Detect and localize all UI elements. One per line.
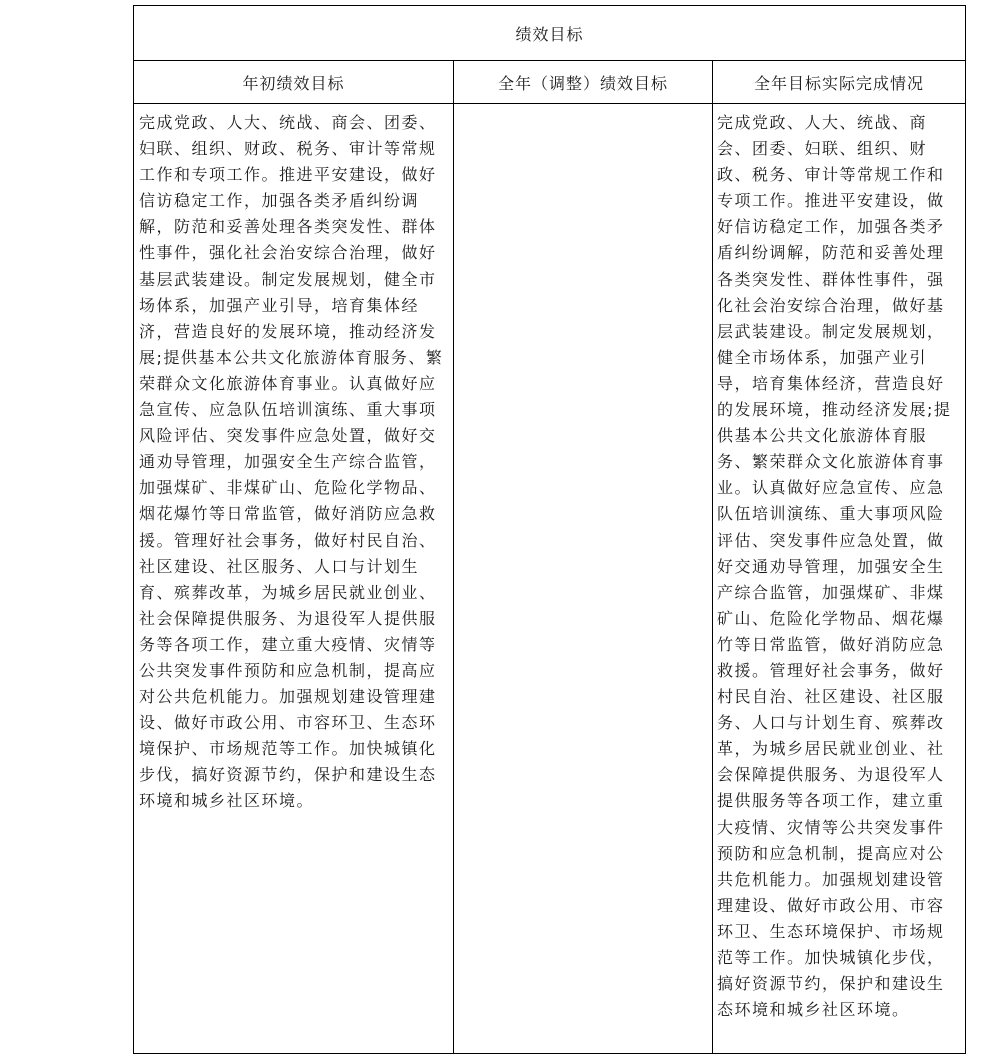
performance-goals-table	[133, 5, 966, 1054]
initial-goal-text: 完成党政、人大、统战、商会、团委、妇联、组织、财政、税务、审计等常规工作和专项工作。推进平安建设，做好信访稳定工作，加强各类矛盾纠纷调解，防范和妥善处理各类突发性、群体性事件，强化社会治安综合治理，做好基层武装建设。制定发展规划，健全市场体系，加强产业引导，培育集体经济，营造良好的发展环境，推动经济发展;提供基本公共文化旅游体育服务、繁荣群众文化旅游体育事业。认真做好应急宣传、应急队伍培训演练、重大事项风险评估、突发事件应急处置，做好交通劝导管理，加强安全生产综合监管，加强煤矿、非煤矿山、危险化学物品、烟花爆竹等日常监管，做好消防应急救援。管理好社会事务，做好村民自治、社区建设、社区服务、人口与计划生育、殡葬改革，为城乡居民就业创业、社会保障提供服务、为退役军人提供服务等各项工作，建立重大疫情、灾情等公共突发事件预防和应急机制，提高应对公共危机能力。加强规划建设管理建设、做好市政公用、市容环卫、生态环境保护、市场规范等工作。加快城镇化步伐，搞好资源节约，保护和建设生态环境和城乡社区环境。	[139, 113, 444, 811]
adjusted-goal-cell	[454, 104, 713, 1054]
actual-completion-text: 完成党政、人大、统战、商会、团委、妇联、组织、财政、税务、审计等常规工作和专项工作。推进平安建设，做好信访稳定工作，加强各类矛盾纠纷调解，防范和妥善处理各类突发性、群体性事件，强化社会治安综合治理，做好基层武装建设。制定发展规划，健全市场体系，加强产业引导，培育集体经济，营造良好的发展环境，推动经济发展;提供基本公共文化旅游体育服务、繁荣群众文化旅游体育事业。认真做好应急宣传、应急队伍培训演练、重大事项风险评估、突发事件应急处置，做好交通劝导管理，加强安全生产综合监管，加强煤矿、非煤矿山、危险化学物品、烟花爆竹等日常监管，做好消防应急救援。管理好社会事务，做好村民自治、社区建设、社区服务、人口与计划生育、殡葬改革，为城乡居民就业创业、社会保障提供服务、为退役军人提供服务等各项工作，建立重大疫情、灾情等公共突发事件预防和应急机制，提高应对公共危机能力。加强规划建设管理建设、做好市政公用、市容环卫、生态环境保护、市场规范等工作。加快城镇化步伐，搞好资源节约，保护和建设生态环境和城乡社区环境。	[717, 113, 952, 1020]
actual-completion-cell	[713, 104, 966, 1054]
table-title-row	[134, 6, 966, 61]
header-actual-completion: 全年目标实际完成情况	[713, 61, 966, 104]
header-initial-goal: 年初绩效目标	[134, 61, 454, 104]
table-title: 绩效目标	[134, 6, 966, 61]
table-body-row	[134, 104, 966, 1054]
initial-goal-cell	[134, 104, 454, 1054]
header-adjusted-goal: 全年（调整）绩效目标	[454, 61, 713, 104]
table-header-row	[134, 61, 966, 104]
